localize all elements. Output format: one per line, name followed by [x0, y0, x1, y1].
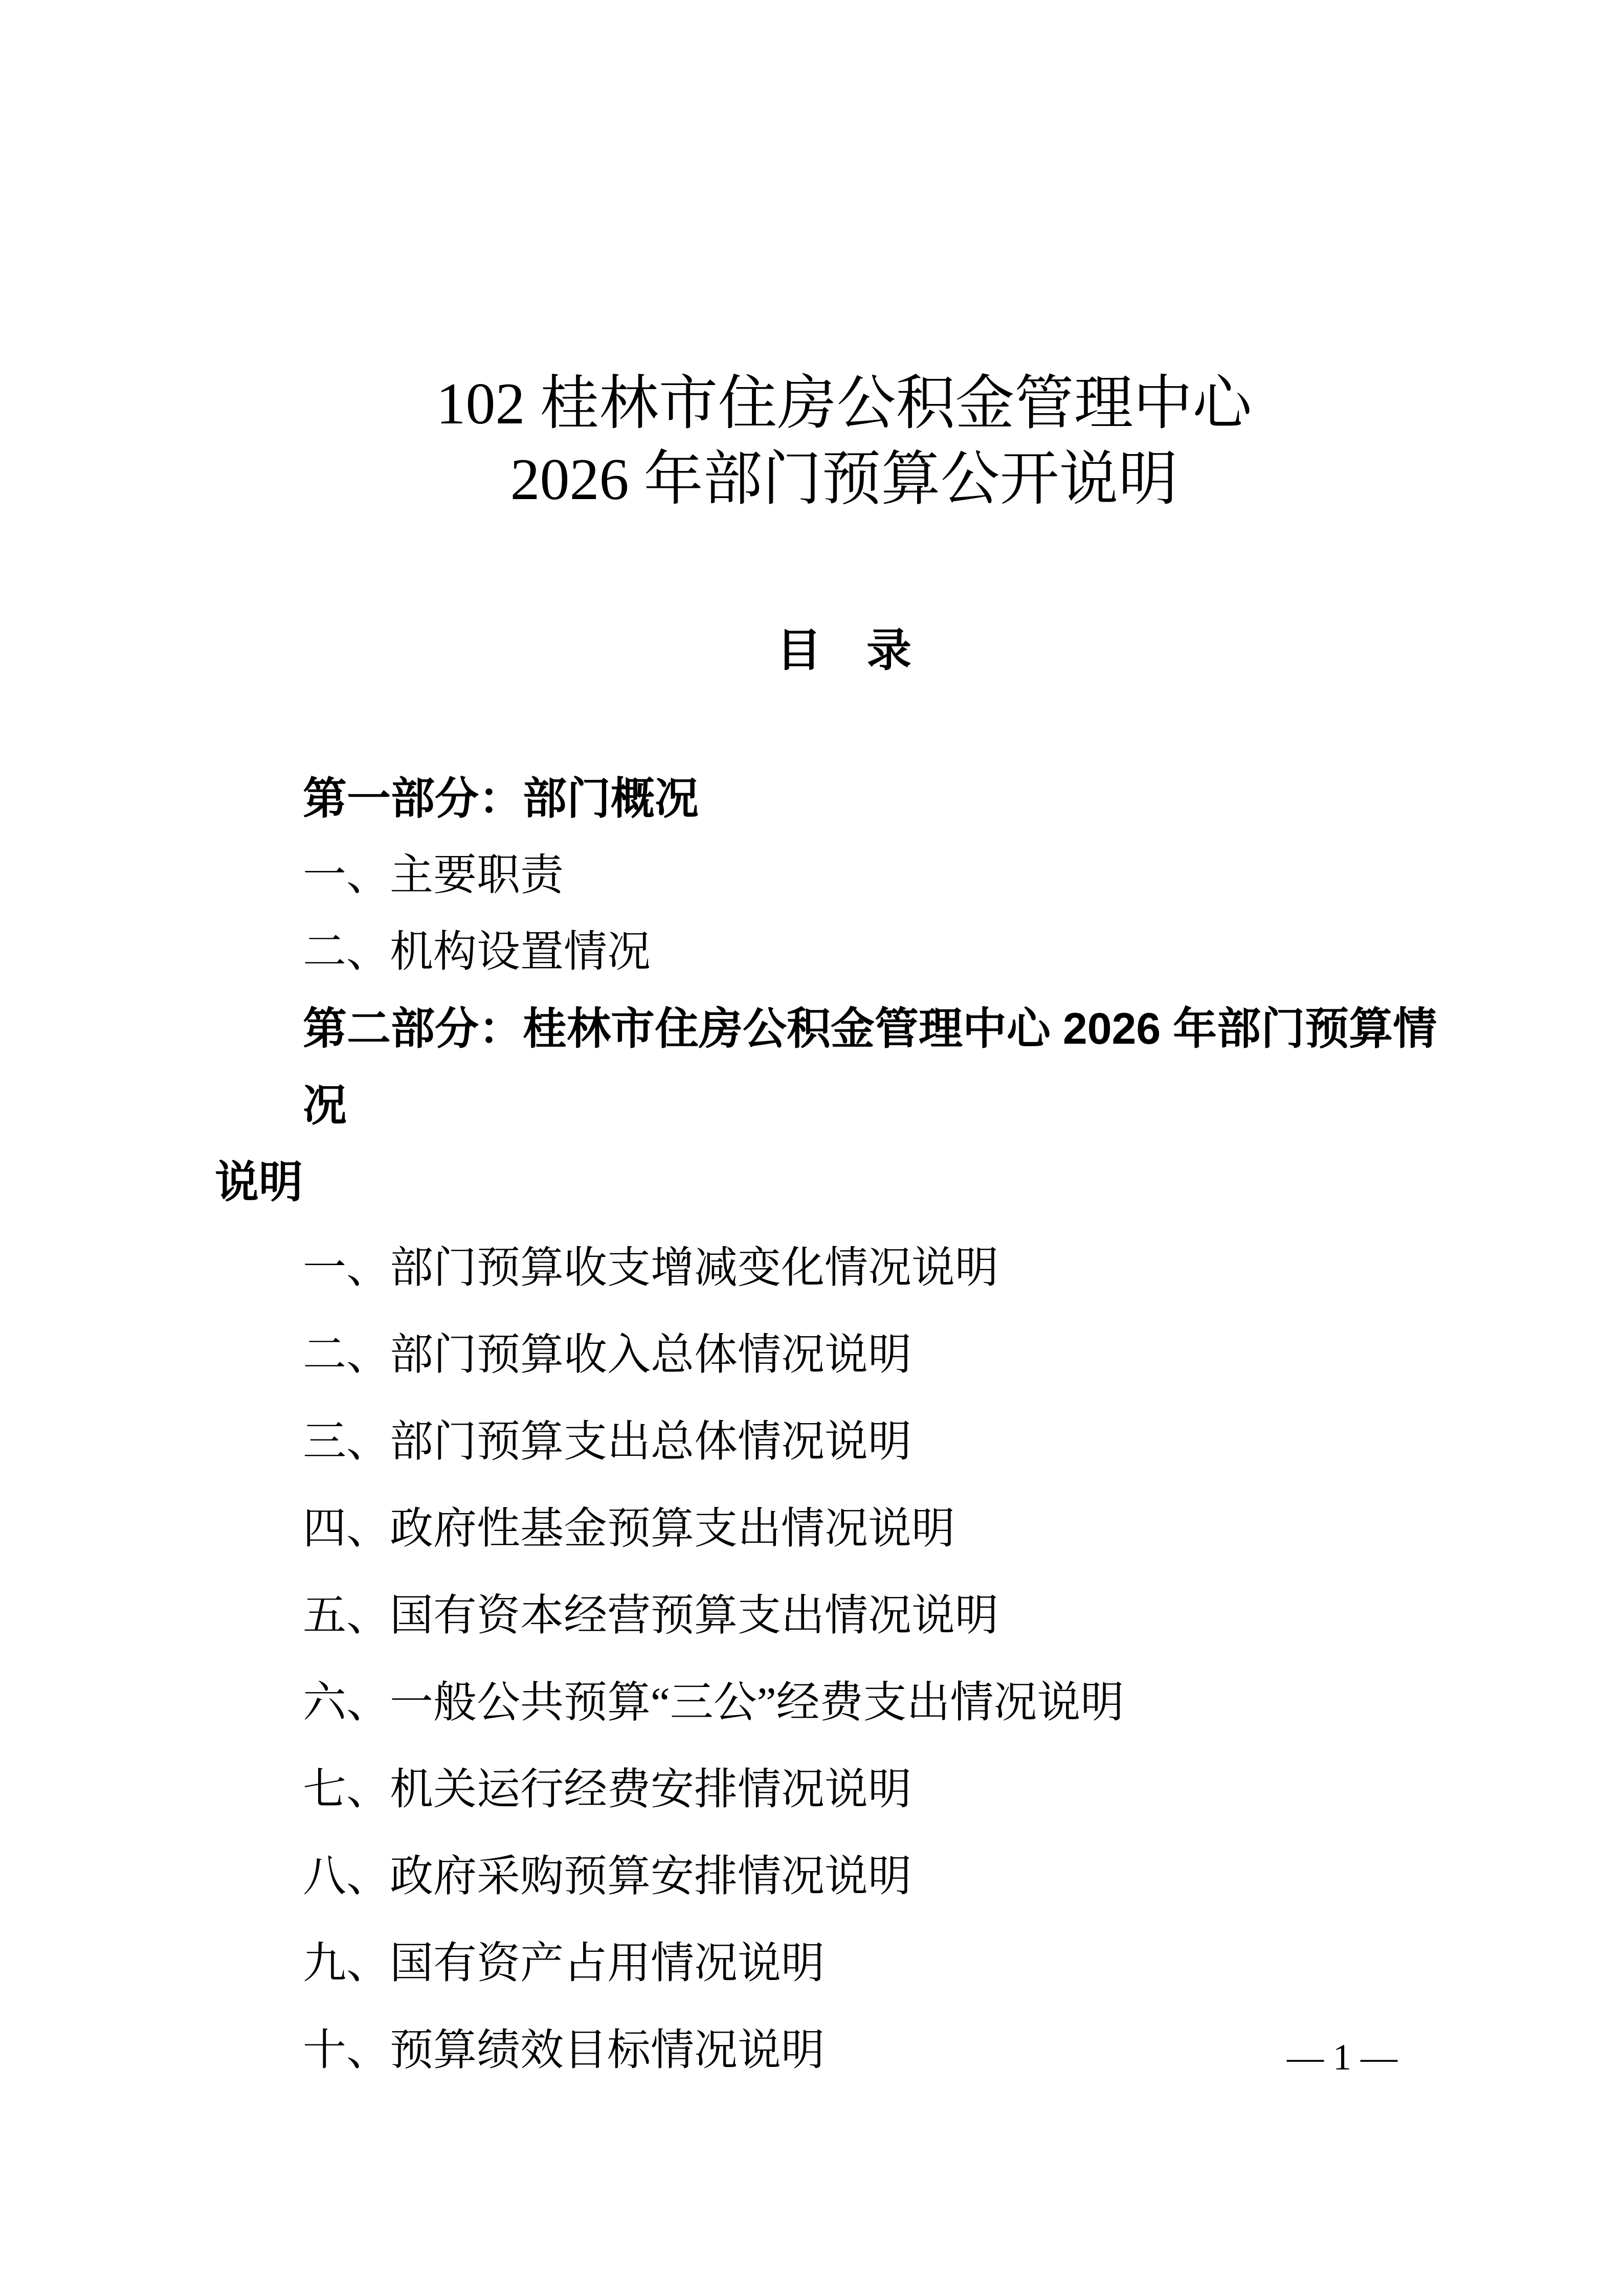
toc-item-part1-2: 二、机构设置情况 [303, 928, 651, 976]
toc-item-6: 六、一般公共预算“三公”经费支出情况说明 [303, 1679, 1124, 1727]
toc-item-2: 二、部门预算收入总体情况说明 [303, 1331, 912, 1379]
toc-item-7: 七、机关运行经费安排情况说明 [303, 1766, 912, 1814]
toc-item-9: 九、国有资产占用情况说明 [303, 1940, 825, 1988]
toc-item-4: 四、政府性基金预算支出情况说明 [303, 1505, 955, 1553]
toc-item-1: 一、部门预算收支增减变化情况说明 [303, 1244, 999, 1292]
part2-heading-line1: 第二部分：桂林市住房公积金管理中心 2026 年部门预算情况 [303, 1004, 1437, 1130]
toc-item-8: 八、政府采购预算安排情况说明 [303, 1853, 912, 1901]
document-title-line2: 2026 年部门预算公开说明 [510, 447, 1178, 512]
toc-item-3: 三、部门预算支出总体情况说明 [303, 1418, 912, 1466]
document-title-line1: 102 桂林市住房公积金管理中心 [436, 371, 1252, 437]
toc-part1-block [215, 760, 1473, 1221]
footer-page-number: — 1 — [1287, 2037, 1397, 2078]
toc-part2-list [215, 1225, 1473, 2094]
toc-heading: 目 录 [776, 625, 911, 676]
document-title [215, 366, 1473, 517]
part2-heading-line2: 说明 [215, 1158, 303, 1207]
toc-item-5: 五、国有资本经营预算支出情况说明 [303, 1592, 999, 1640]
part1-heading: 第一部分：部门概况 [303, 774, 699, 823]
toc-item-part1-1: 一、主要职责 [303, 851, 564, 899]
toc-item-10: 十、预算绩效目标情况说明 [303, 2027, 825, 2075]
